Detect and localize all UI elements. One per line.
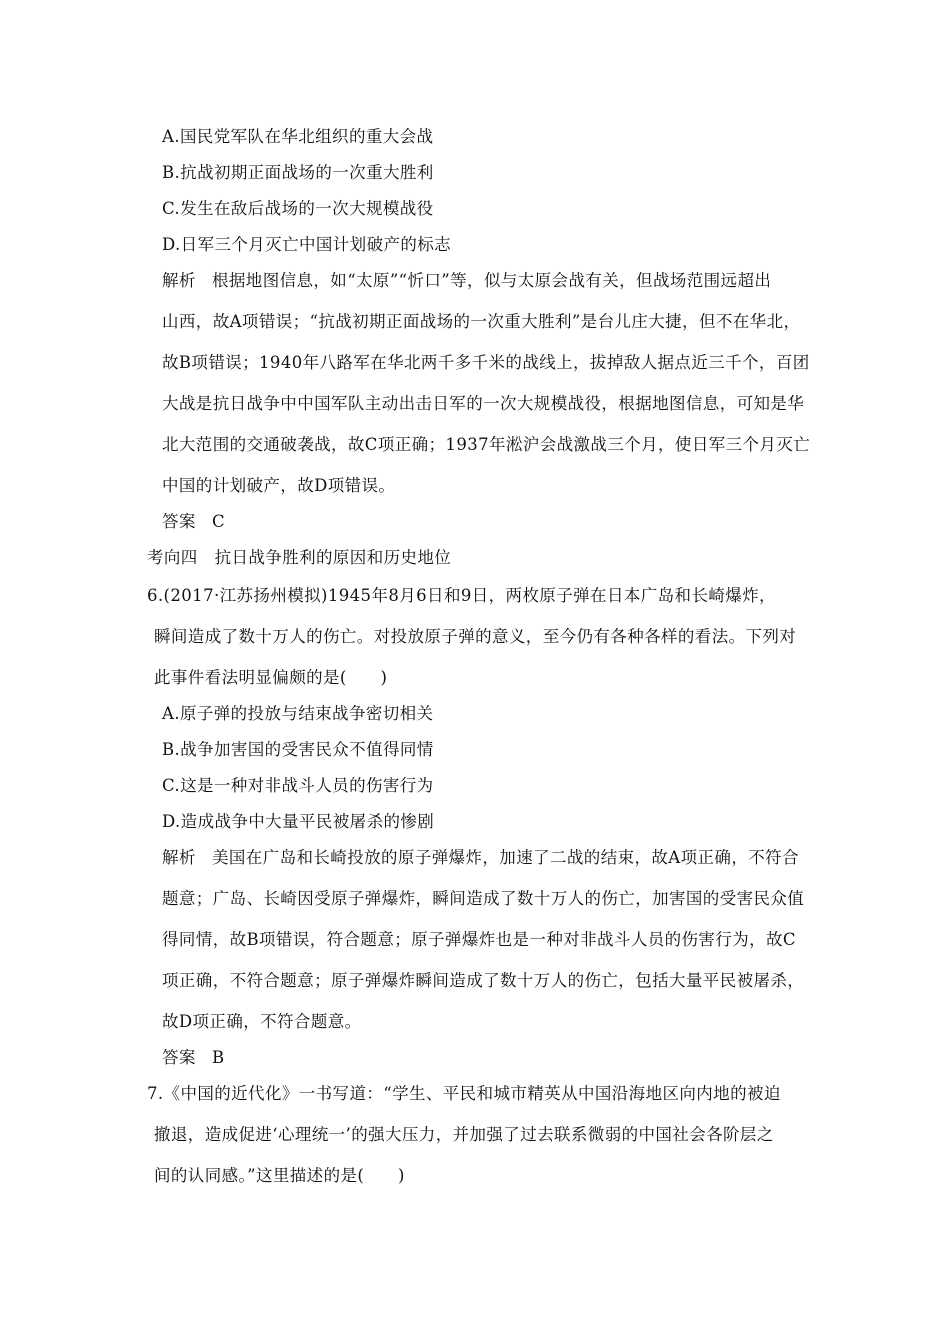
q6-analysis-line-4: 项正确，不符合题意；原子弹爆炸瞬间造成了数十万人的伤亡，包括大量平民被屠杀， (162, 971, 805, 990)
q6-answer-label: 答案 (162, 1048, 196, 1067)
q5-analysis-line-5: 北大范围的交通破袭战，故C项正确；1937年淞沪会战激战三个月，使日军三个月灭亡 (162, 435, 811, 454)
q6-stem-line-3: 此事件看法明显偏颇的是( ) (154, 668, 388, 687)
q7-stem-line-1: 7.《中国的近代化》一书写道：“学生、平民和城市精英从中国沿海地区向内地的被迫 (147, 1084, 781, 1103)
q5-option-a: A.国民党军队在华北组织的重大会战 (162, 127, 434, 146)
q5-answer (162, 511, 225, 533)
q5-analysis-text: 根据地图信息，如“太原”“忻口”等，似与太原会战有关，但战场范围远超出 (212, 271, 772, 290)
q5-answer-value: C (212, 512, 226, 531)
q6-option-b: B.战争加害国的受害民众不值得同情 (162, 740, 434, 759)
q6-analysis-label: 解析 (162, 848, 196, 867)
q6-analysis-text: 美国在广岛和长崎投放的原子弹爆炸，加速了二战的结束，故A项正确，不符合 (212, 848, 799, 867)
section-heading: 考向四 抗日战争胜利的原因和历史地位 (147, 548, 452, 567)
q6-analysis-line-3: 得同情，故B项错误，符合题意；原子弹爆炸也是一种对非战斗人员的伤害行为，故C (162, 930, 796, 949)
q6-option-a: A.原子弹的投放与结束战争密切相关 (162, 704, 434, 723)
q5-option-b: B.抗战初期正面战场的一次重大胜利 (162, 163, 434, 182)
q7-stem-line-3: 间的认同感。”这里描述的是( ) (154, 1166, 405, 1185)
q5-analysis-line-6: 中国的计划破产，故D项错误。 (162, 476, 396, 495)
q5-analysis-line-3: 故B项错误；1940年八路军在华北两千多千米的战线上，拔掉敌人据点近三千个，百团 (162, 353, 810, 372)
q6-answer-value: B (212, 1048, 225, 1067)
q6-option-d: D.造成战争中大量平民被屠杀的惨剧 (162, 812, 435, 831)
q6-stem-line-2: 瞬间造成了数十万人的伤亡。对投放原子弹的意义，至今仍有各种各样的看法。下列对 (154, 627, 797, 646)
q6-answer (162, 1047, 225, 1069)
q5-analysis-line-1 (162, 270, 771, 292)
q6-option-c: C.这是一种对非战斗人员的伤害行为 (162, 776, 434, 795)
q5-option-d: D.日军三个月灭亡中国计划破产的标志 (162, 235, 452, 254)
q5-option-c: C.发生在敌后战场的一次大规模战役 (162, 199, 434, 218)
q7-stem-line-2: 撤退，造成促进‘心理统一’的强大压力，并加强了过去联系微弱的中国社会各阶层之 (154, 1125, 774, 1144)
q5-answer-label: 答案 (162, 512, 196, 531)
q6-analysis-line-2: 题意；广岛、长崎因受原子弹爆炸，瞬间造成了数十万人的伤亡，加害国的受害民众值 (162, 889, 805, 908)
q6-analysis-line-5: 故D项正确，不符合题意。 (162, 1012, 362, 1031)
q6-analysis-line-1 (162, 847, 799, 869)
q5-analysis-line-4: 大战是抗日战争中中国军队主动出击日军的一次大规模战役，根据地图信息，可知是华 (162, 394, 805, 413)
q5-analysis-label: 解析 (162, 271, 196, 290)
q5-analysis-line-2: 山西，故A项错误；“抗战初期正面战场的一次重大胜利”是台儿庄大捷，但不在华北， (162, 312, 801, 331)
q6-stem-line-1: 6.(2017·江苏扬州模拟)1945年8月6日和9日，两枚原子弹在日本广岛和长崎爆炸， (147, 586, 776, 605)
